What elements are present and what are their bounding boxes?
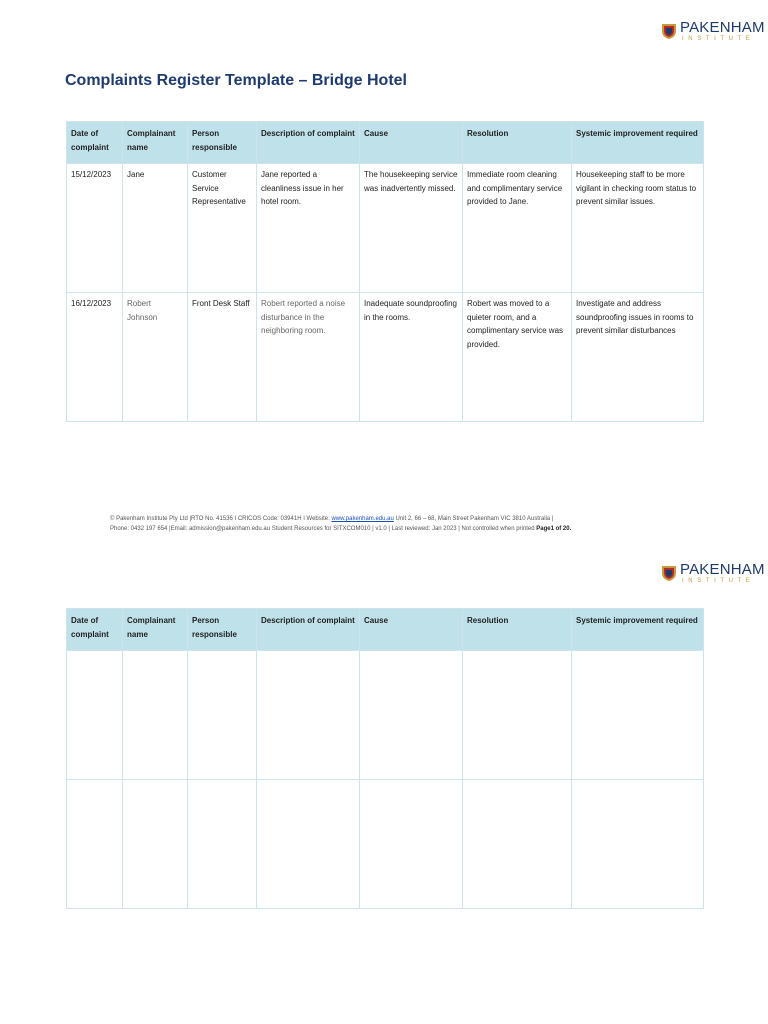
page-title: Complaints Register Template – Bridge Hotel	[65, 72, 407, 89]
cell-empty[interactable]	[572, 651, 704, 780]
footer-address: Unit 2, 66 – 68, Main Street Pakenham VIC 3810 Australia |	[393, 516, 554, 522]
cell-improvement: Investigate and address soundproofing issues in rooms to prevent similar disturbances	[572, 293, 704, 422]
table-row	[67, 164, 704, 293]
footer-contact: Phone: 0432 197 654 |Email: admission@pakenham.edu.au Student Resources for SITXCOM010 | v1.0 | Last reviewed: Jan 2023 | Not controlled when printed	[110, 526, 537, 532]
cell-empty[interactable]	[360, 780, 463, 909]
cell-empty[interactable]	[463, 780, 572, 909]
table-row-empty	[67, 651, 704, 780]
cell-person: Customer Service Representative	[188, 164, 257, 293]
cell-empty[interactable]	[123, 651, 188, 780]
cell-empty[interactable]	[123, 780, 188, 909]
cell-empty[interactable]	[67, 780, 123, 909]
cell-person: Front Desk Staff	[188, 293, 257, 422]
header-improvement: Systemic improvement required	[572, 609, 704, 651]
cell-complainant: Jane	[123, 164, 188, 293]
cell-resolution: Robert was moved to a quieter room, and a complimentary service was provided.	[463, 293, 572, 422]
cell-empty[interactable]	[257, 651, 360, 780]
header-complainant: Complainant name	[123, 609, 188, 651]
cell-description: Jane reported a cleanliness issue in her hotel room.	[257, 164, 360, 293]
table-header-row	[67, 122, 704, 164]
cell-empty[interactable]	[572, 780, 704, 909]
page-number: Page1 of 20.	[536, 526, 572, 532]
cell-empty[interactable]	[463, 651, 572, 780]
website-link[interactable]: www.pakenham.edu.au	[331, 516, 394, 522]
footer-line-1	[110, 514, 700, 524]
complaints-register-table	[66, 121, 704, 422]
pakenham-logo	[661, 562, 765, 584]
table-header-row	[67, 609, 704, 651]
cell-cause: Inadequate soundproofing in the rooms.	[360, 293, 463, 422]
cell-empty[interactable]	[188, 651, 257, 780]
header-person: Person responsible	[188, 609, 257, 651]
cell-date: 15/12/2023	[67, 164, 123, 293]
table-row-empty	[67, 780, 704, 909]
cell-cause: The housekeeping service was inadvertently missed.	[360, 164, 463, 293]
header-description: Description of complaint	[257, 122, 360, 164]
cell-empty[interactable]	[257, 780, 360, 909]
header-description: Description of complaint	[257, 609, 360, 651]
crest-icon	[661, 564, 677, 582]
cell-empty[interactable]	[67, 651, 123, 780]
header-resolution: Resolution	[463, 609, 572, 651]
header-resolution: Resolution	[463, 122, 572, 164]
pakenham-logo	[661, 20, 765, 42]
header-improvement: Systemic improvement required	[572, 122, 704, 164]
header-date: Date of complaint	[67, 122, 123, 164]
header-cause: Cause	[360, 609, 463, 651]
complaints-register-table-continued	[66, 608, 704, 909]
footer-copyright: © Pakenham Institute Pty Ltd |RTO No. 41536 I CRICOS Code: 03941H I Website:	[110, 516, 332, 522]
logo-tagline: INSTITUTE	[682, 36, 755, 42]
table-row	[67, 293, 704, 422]
header-complainant: Complainant name	[123, 122, 188, 164]
cell-description: Robert reported a noise disturbance in the neighboring room.	[257, 293, 360, 422]
cell-improvement: Housekeeping staff to be more vigilant in checking room status to prevent similar issues.	[572, 164, 704, 293]
cell-empty[interactable]	[360, 651, 463, 780]
logo-name: PAKENHAM	[680, 19, 765, 36]
header-person: Person responsible	[188, 122, 257, 164]
header-date: Date of complaint	[67, 609, 123, 651]
cell-complainant: Robert Johnson	[123, 293, 188, 422]
footer-line-2	[110, 524, 700, 534]
page-footer	[110, 514, 700, 534]
cell-resolution: Immediate room cleaning and complimentary service provided to Jane.	[463, 164, 572, 293]
header-cause: Cause	[360, 122, 463, 164]
logo-name: PAKENHAM	[680, 561, 765, 578]
logo-tagline: INSTITUTE	[682, 578, 755, 584]
cell-empty[interactable]	[188, 780, 257, 909]
crest-icon	[661, 22, 677, 40]
cell-date: 16/12/2023	[67, 293, 123, 422]
